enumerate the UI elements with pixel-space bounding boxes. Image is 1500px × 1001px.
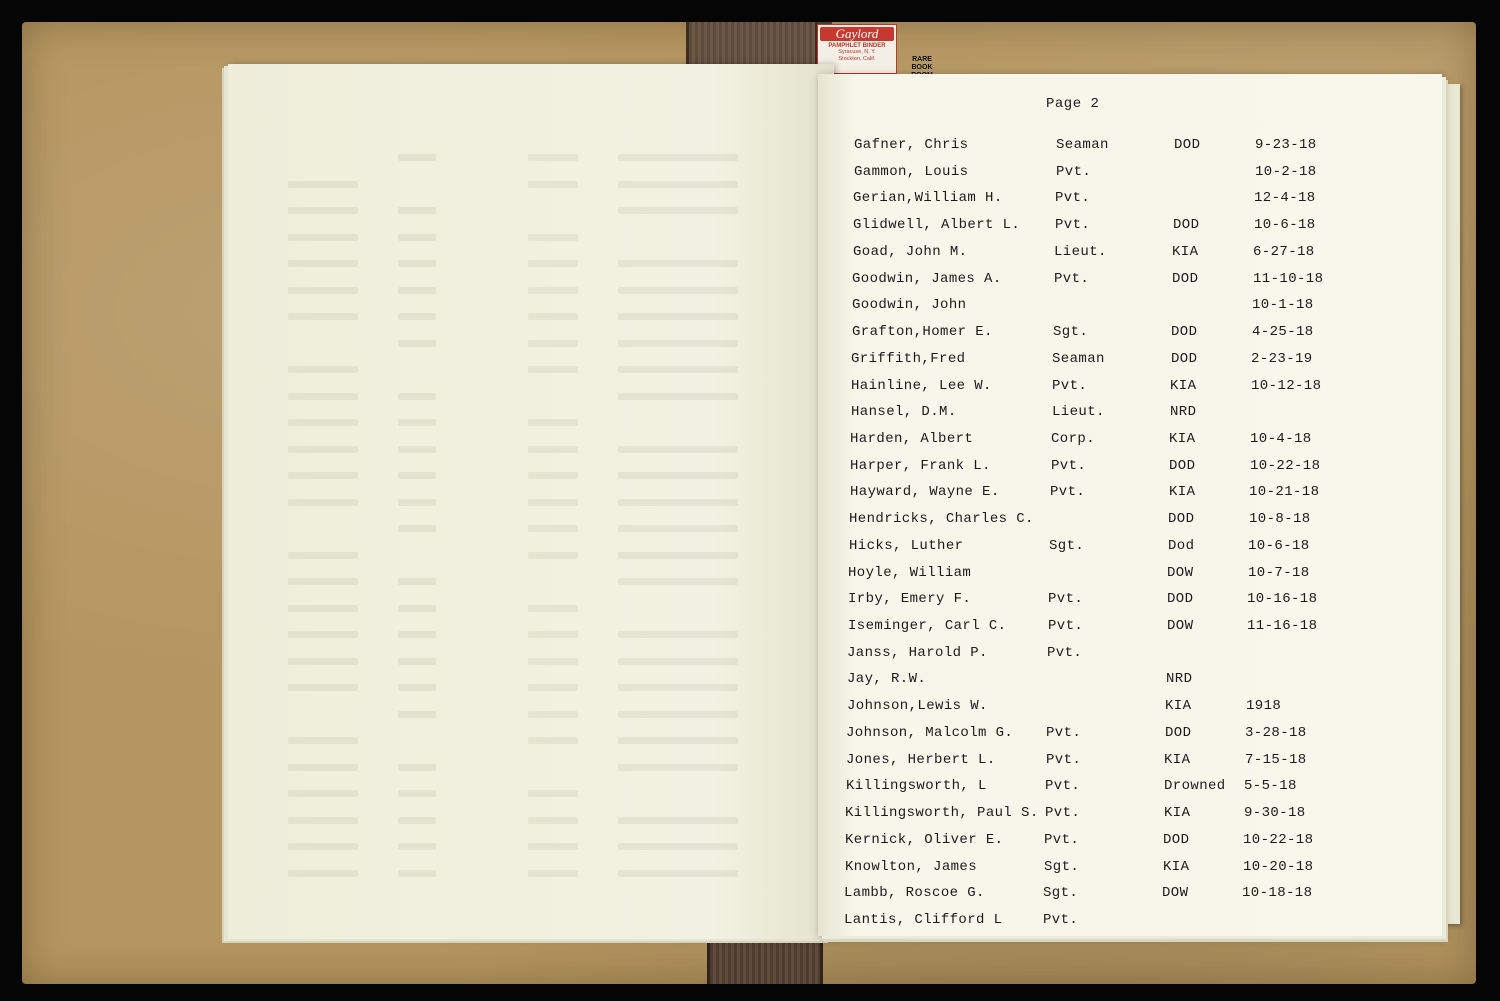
entry-name: Kernick, Oliver E. [845, 832, 1004, 848]
entry-status: NRD [1170, 404, 1197, 420]
show-through-mark [618, 499, 738, 506]
show-through-mark [398, 605, 436, 612]
entry-date: 10-6-18 [1254, 217, 1316, 233]
show-through-mark [398, 419, 436, 426]
show-through-mark [288, 260, 358, 267]
entry-status: DOD [1163, 832, 1190, 848]
show-through-mark [398, 790, 436, 797]
entry-status: KIA [1172, 244, 1199, 260]
entry-date: 1918 [1246, 698, 1282, 714]
show-through-mark [528, 419, 578, 426]
entry-rank: Pvt. [1046, 752, 1082, 768]
show-through-mark [528, 366, 578, 373]
show-through-mark [528, 552, 578, 559]
entry-name: Goodwin, James A. [852, 271, 1002, 287]
entry-name: Harper, Frank L. [850, 458, 991, 474]
show-through-mark [618, 870, 738, 877]
show-through-mark [618, 658, 738, 665]
entry-name: Gafner, Chris [854, 137, 969, 153]
entry-date: 11-10-18 [1253, 271, 1324, 287]
entry-rank: Seaman [1056, 137, 1109, 153]
entry-rank: Sgt. [1043, 885, 1079, 901]
entry-rank: Pvt. [1044, 832, 1080, 848]
show-through-mark [618, 817, 738, 824]
entry-status: KIA [1169, 431, 1196, 447]
show-through-mark [528, 234, 578, 241]
entry-date: 11-16-18 [1247, 618, 1318, 634]
entry-status: Drowned [1164, 778, 1226, 794]
entry-rank: Sgt. [1053, 324, 1089, 340]
show-through-mark [618, 631, 738, 638]
show-through-mark [618, 578, 738, 585]
show-through-mark [618, 207, 738, 214]
entry-date: 10-4-18 [1250, 431, 1312, 447]
show-through-mark [528, 499, 578, 506]
entry-rank: Pvt. [1045, 805, 1081, 821]
entry-rank: Pvt. [1055, 190, 1091, 206]
entry-rank: Pvt. [1052, 378, 1088, 394]
show-through-mark [398, 870, 436, 877]
show-through-mark [398, 340, 436, 347]
show-through-mark [398, 472, 436, 479]
entry-date: 4-25-18 [1252, 324, 1314, 340]
entry-name: Knowlton, James [845, 859, 978, 875]
entry-rank: Pvt. [1055, 217, 1091, 233]
show-through-mark [398, 843, 436, 850]
entry-name: Killingsworth, Paul S. [845, 805, 1039, 821]
show-through-mark [398, 154, 436, 161]
show-through-mark [288, 658, 358, 665]
binder-label-line3: Stockton, Calif. [838, 56, 876, 62]
entry-date: 6-27-18 [1253, 244, 1315, 260]
entry-date: 3-28-18 [1245, 725, 1307, 741]
entry-rank: Pvt. [1048, 618, 1084, 634]
show-through-mark [288, 313, 358, 320]
entry-name: Jay, R.W. [847, 671, 927, 687]
show-through-mark [528, 287, 578, 294]
show-through-mark [528, 260, 578, 267]
show-through-mark [288, 419, 358, 426]
entry-name: Grafton,Homer E. [852, 324, 993, 340]
entry-name: Lambb, Roscoe G. [844, 885, 985, 901]
entry-name: Hendricks, Charles C. [849, 511, 1034, 527]
show-through-mark [528, 605, 578, 612]
show-through-mark [288, 790, 358, 797]
show-through-mark [618, 340, 738, 347]
entry-status: KIA [1169, 484, 1196, 500]
show-through-mark [288, 764, 358, 771]
entry-name: Harden, Albert [850, 431, 974, 447]
show-through-mark [528, 446, 578, 453]
show-through-mark [528, 817, 578, 824]
show-through-mark [618, 366, 738, 373]
show-through-mark [288, 287, 358, 294]
show-through-mark [288, 684, 358, 691]
show-through-mark [398, 631, 436, 638]
entry-rank: Pvt. [1048, 591, 1084, 607]
left-page [228, 64, 834, 939]
entry-rank: Lieut. [1052, 404, 1105, 420]
entry-status: KIA [1164, 752, 1191, 768]
show-through-mark [618, 181, 738, 188]
entry-name: Lantis, Clifford L [844, 912, 1003, 928]
entry-status: DOD [1169, 458, 1196, 474]
entry-name: Irby, Emery F. [848, 591, 972, 607]
show-through-mark [398, 578, 436, 585]
entry-rank: Pvt. [1045, 778, 1081, 794]
entry-date: 10-6-18 [1248, 538, 1310, 554]
show-through-mark [618, 154, 738, 161]
show-through-mark [618, 711, 738, 718]
entry-status: DOD [1171, 351, 1198, 367]
show-through-mark [288, 578, 358, 585]
entry-status: DOD [1165, 725, 1192, 741]
entry-name: Gammon, Louis [854, 164, 969, 180]
show-through-mark [288, 499, 358, 506]
show-through-mark [398, 499, 436, 506]
right-page [818, 74, 1442, 936]
show-through-mark [288, 181, 358, 188]
entry-date: 7-15-18 [1245, 752, 1307, 768]
entry-name: Hoyle, William [848, 565, 972, 581]
show-through-mark [398, 260, 436, 267]
entry-date: 10-22-18 [1243, 832, 1314, 848]
show-through-mark [528, 472, 578, 479]
show-through-mark [618, 393, 738, 400]
show-through-mark [618, 843, 738, 850]
show-through-mark [398, 711, 436, 718]
entry-date: 9-23-18 [1255, 137, 1317, 153]
entry-date: 12-4-18 [1254, 190, 1316, 206]
show-through-mark [288, 472, 358, 479]
entry-status: DOD [1168, 511, 1195, 527]
show-through-mark [528, 737, 578, 744]
show-through-mark [618, 684, 738, 691]
show-through-mark [398, 313, 436, 320]
entry-status: KIA [1170, 378, 1197, 394]
entry-name: Hansel, D.M. [851, 404, 957, 420]
entry-rank: Corp. [1051, 431, 1096, 447]
show-through-mark [288, 631, 358, 638]
show-through-mark [528, 658, 578, 665]
show-through-mark [288, 446, 358, 453]
show-through-mark [528, 684, 578, 691]
show-through-mark [528, 181, 578, 188]
entry-name: Hayward, Wayne E. [850, 484, 1000, 500]
entry-status: DOD [1174, 137, 1201, 153]
binder-brand-logo: Gaylord [820, 27, 894, 41]
entry-name: Goodwin, John [852, 297, 967, 313]
show-through-mark [528, 313, 578, 320]
entry-rank: Lieut. [1054, 244, 1107, 260]
entry-name: Glidwell, Albert L. [853, 217, 1021, 233]
entry-rank: Pvt. [1047, 645, 1083, 661]
show-through-mark [398, 525, 436, 532]
show-through-mark [398, 207, 436, 214]
entry-status: Dod [1168, 538, 1195, 554]
show-through-mark [288, 870, 358, 877]
entry-name: Johnson, Malcolm G. [846, 725, 1014, 741]
spine-cloth-bottom [707, 938, 823, 984]
show-through-mark [528, 340, 578, 347]
entry-name: Jones, Herbert L. [846, 752, 996, 768]
show-through-mark [618, 472, 738, 479]
entry-date: 10-22-18 [1250, 458, 1321, 474]
entry-date: 10-16-18 [1247, 591, 1318, 607]
show-through-mark [288, 234, 358, 241]
entry-date: 2-23-19 [1251, 351, 1313, 367]
entry-status: DOW [1167, 618, 1194, 634]
show-through-mark [398, 764, 436, 771]
show-through-mark [398, 684, 436, 691]
show-through-mark [288, 393, 358, 400]
entry-status: DOD [1172, 271, 1199, 287]
show-through-mark [398, 287, 436, 294]
show-through-mark [288, 843, 358, 850]
entry-status: DOD [1167, 591, 1194, 607]
page-number: Page 2 [1046, 96, 1100, 112]
entry-name: Hicks, Luther [849, 538, 964, 554]
show-through-mark [288, 737, 358, 744]
show-through-mark [618, 287, 738, 294]
entry-rank: Pvt. [1056, 164, 1092, 180]
entry-name: Johnson,Lewis W. [847, 698, 988, 714]
show-through-mark [288, 366, 358, 373]
entry-status: KIA [1165, 698, 1192, 714]
entry-date: 10-12-18 [1251, 378, 1322, 394]
show-through-mark [528, 154, 578, 161]
entry-name: Gerian,William H. [853, 190, 1003, 206]
entry-status: NRD [1166, 671, 1193, 687]
entry-name: Killingsworth, L [846, 778, 987, 794]
show-through-mark [618, 313, 738, 320]
show-through-mark [288, 605, 358, 612]
binder-label-line2: Syracuse, N. Y. [838, 49, 876, 55]
show-through-mark [288, 552, 358, 559]
show-through-mark [618, 446, 738, 453]
entry-date: 9-30-18 [1244, 805, 1306, 821]
show-through-mark [528, 790, 578, 797]
binder-label-line1: PAMPHLET BINDER [828, 43, 886, 49]
show-through-mark [398, 658, 436, 665]
entry-status: DOW [1167, 565, 1194, 581]
entry-rank: Pvt. [1054, 271, 1090, 287]
entry-date: 10-21-18 [1249, 484, 1320, 500]
entry-rank: Pvt. [1051, 458, 1087, 474]
show-through-mark [398, 393, 436, 400]
entry-name: Janss, Harold P. [847, 645, 988, 661]
entry-rank: Sgt. [1049, 538, 1085, 554]
entry-name: Goad, John M. [853, 244, 968, 260]
entry-date: 10-2-18 [1255, 164, 1317, 180]
entry-rank: Pvt. [1043, 912, 1079, 928]
entry-date: 10-8-18 [1249, 511, 1311, 527]
show-through-mark [618, 764, 738, 771]
show-through-mark [528, 843, 578, 850]
entry-date: 10-7-18 [1248, 565, 1310, 581]
stamp-line: RARE [912, 56, 932, 63]
entry-date: 10-1-18 [1252, 297, 1314, 313]
stamp-line: BOOK [911, 64, 933, 71]
show-through-mark [528, 525, 578, 532]
entry-name: Iseminger, Carl C. [848, 618, 1007, 634]
show-through-mark [618, 260, 738, 267]
entry-status: DOD [1171, 324, 1198, 340]
entry-status: KIA [1163, 859, 1190, 875]
entry-rank: Sgt. [1044, 859, 1080, 875]
show-through-mark [288, 207, 358, 214]
show-through-mark [618, 525, 738, 532]
show-through-mark [618, 552, 738, 559]
entry-rank: Seaman [1052, 351, 1105, 367]
entry-date: 10-18-18 [1242, 885, 1313, 901]
show-through-mark [618, 737, 738, 744]
show-through-mark [528, 711, 578, 718]
show-through-mark [528, 631, 578, 638]
entry-rank: Pvt. [1050, 484, 1086, 500]
show-through-mark [398, 446, 436, 453]
entry-date: 10-20-18 [1243, 859, 1314, 875]
show-through-mark [398, 234, 436, 241]
show-through-mark [288, 817, 358, 824]
entry-status: DOD [1173, 217, 1200, 233]
entry-name: Griffith,Fred [851, 351, 966, 367]
entry-date: 5-5-18 [1244, 778, 1297, 794]
entry-status: DOW [1162, 885, 1189, 901]
entry-name: Hainline, Lee W. [851, 378, 992, 394]
show-through-mark [528, 870, 578, 877]
entry-rank: Pvt. [1046, 725, 1082, 741]
show-through-text [228, 64, 834, 939]
entry-status: KIA [1164, 805, 1191, 821]
show-through-mark [398, 817, 436, 824]
